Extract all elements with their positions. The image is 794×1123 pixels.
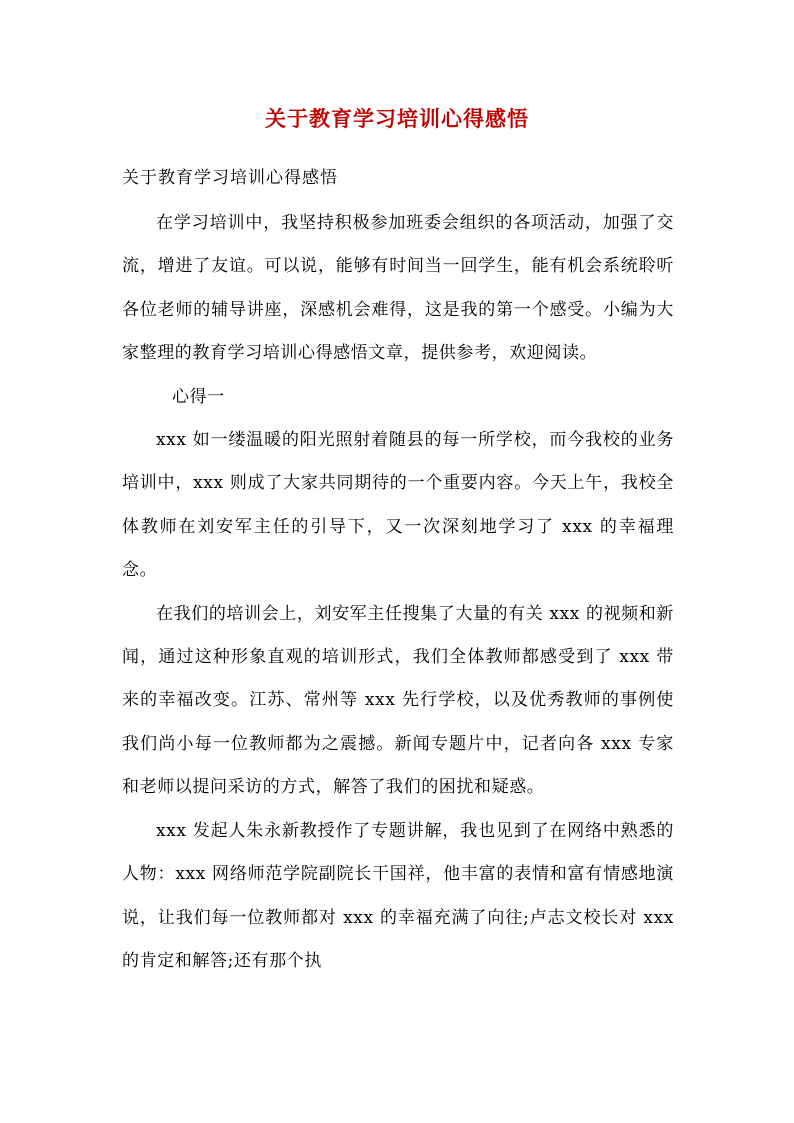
paragraph: xxx 发起人朱永新教授作了专题讲解，我也见到了在网络中熟悉的人物：xxx 网络师范学院副院长干国祥，他丰富的表情和富有情感地演说，让我们每一位教师都对 xxx 的幸福充满了向往;卢志文校长对 xxx 的肯定和解答;还有那个执 [122,820,674,971]
document-subtitle: 关于教育学习培训心得感悟 [122,168,338,188]
document-title: 关于教育学习培训心得感悟 [265,106,529,131]
document-body [122,202,674,983]
paragraph: 在我们的培训会上，刘安军主任搜集了大量的有关 xxx 的视频和新闻，通过这种形象直观的培训形式，我们全体教师都感受到了 xxx 带来的幸福改变。江苏、常州等 xxx 先行学校，以及优秀教师的事例使我们尚小每一位教师都为之震撼。新闻专题片中，记者向各 xxx 专家和老师以提问采访的方式，解答了我们的困扰和疑惑。 [122,603,674,798]
section-heading: 心得一 [172,386,225,407]
paragraph-intro: 在学习培训中，我坚持积极参加班委会组织的各项活动，加强了交流，增进了友谊。可以说，能够有时间当一回学生，能有机会系统聆听各位老师的辅导讲座，深感机会难得，这是我的第一个感受。小编为大家整理的教育学习培训心得感悟文章，提供参考，欢迎阅读。 [122,213,674,364]
paragraph: xxx 如一缕温暖的阳光照射着随县的每一所学校，而今我校的业务培训中，xxx 则成了大家共同期待的一个重要内容。今天上午，我校全体教师在刘安军主任的引导下，又一次深刻地学习了 xxx 的幸福理念。 [122,430,674,581]
